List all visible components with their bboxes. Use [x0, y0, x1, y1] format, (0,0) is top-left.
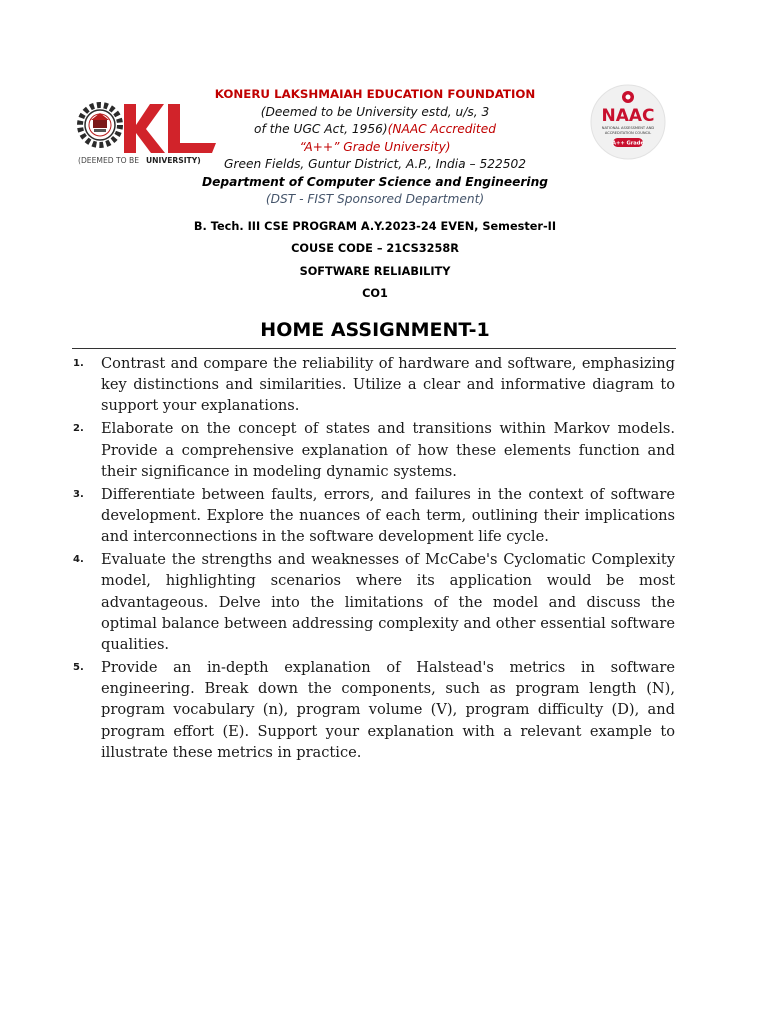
course-code: COUSE CODE – 21CS3258R — [291, 242, 459, 256]
list-item — [70, 484, 675, 548]
question-text: Evaluate the strengths and weaknesses of McCabe's Cyclomatic Complexity model, highlighting scenarios where its application would be most advantageous. Delve into the limitations of the model and discuss the optimal balance between addressing complexity and other essential software qualities. — [101, 551, 675, 654]
list-item — [70, 549, 675, 655]
naac-grade-text: A++ Grade — [611, 140, 645, 147]
question-text: Provide an in-depth explanation of Halstead's metrics in software engineering. Break down the components, such as program length (N), program vocabulary (n), program volume (V), program difficulty (D), and program effort (E). Support your explanation with a relevant example to illustrate these metrics in practice. — [101, 659, 675, 761]
org-name: KONERU LAKSHMAIAH EDUCATION FOUNDATION — [214, 87, 536, 101]
naac-subtitle-line2: ACCREDITATION COUNCIL — [604, 131, 652, 135]
question-number: 5. — [73, 662, 84, 674]
university-header — [200, 86, 550, 209]
course-outcome: CO1 — [362, 286, 388, 300]
dst-line: (DST - FIST Sponsored Department) — [265, 192, 485, 206]
question-list — [70, 353, 675, 765]
question-text: Contrast and compare the reliability of hardware and software, emphasizing key distinctions and similarities. Utilize a clear and informative diagram to support your explanations. — [101, 355, 675, 415]
deemed-line-1: (Deemed to be University estd, u/s, 3 — [260, 104, 490, 119]
logo-tagline-university: UNIVERSITY) — [146, 156, 201, 165]
question-text: Elaborate on the concept of states and transitions within Markov models. Provide a comprehensive explanation of how these elements function and their significance in modeling dynamic systems. — [101, 420, 675, 480]
title-divider — [72, 348, 676, 349]
question-number: 1. — [73, 358, 84, 369]
question-number: 2. — [73, 423, 84, 435]
list-item — [70, 657, 675, 763]
deemed-line-2: of the UGC Act, 1956) — [254, 122, 388, 136]
question-text: Differentiate between faults, errors, and failures in the context of software development. Explore the nuances of each term, outlining their implications and interconnections in the software development life cycle. — [101, 485, 675, 546]
course-name: SOFTWARE RELIABILITY — [299, 264, 451, 278]
gear-emblem-icon — [80, 105, 120, 145]
program-line: B. Tech. III CSE PROGRAM A.Y.2023-24 EVEN, Semester-II — [193, 220, 557, 233]
grade-line: “A++” Grade University) — [299, 139, 451, 154]
naac-name: NAAC — [601, 106, 655, 126]
list-item — [70, 418, 675, 482]
address-line: Green Fields, Guntur District, A.P., India – 522502 — [224, 157, 526, 171]
naac-accredited: (NAAC Accredited — [387, 122, 496, 136]
question-number: 4. — [73, 554, 84, 566]
page-title: HOME ASSIGNMENT-1 — [260, 319, 490, 341]
naac-subtitle-line1: NATIONAL ASSESSMENT AND — [601, 126, 655, 130]
department-name: Department of Computer Science and Engineering — [202, 174, 548, 189]
naac-logo — [586, 84, 670, 160]
logo-tagline-deemed: (DEEMED TO BE — [78, 156, 140, 165]
list-item — [70, 353, 675, 417]
deemed-line-2-row — [200, 121, 550, 139]
question-number: 3. — [73, 488, 84, 500]
program-info — [150, 216, 600, 305]
